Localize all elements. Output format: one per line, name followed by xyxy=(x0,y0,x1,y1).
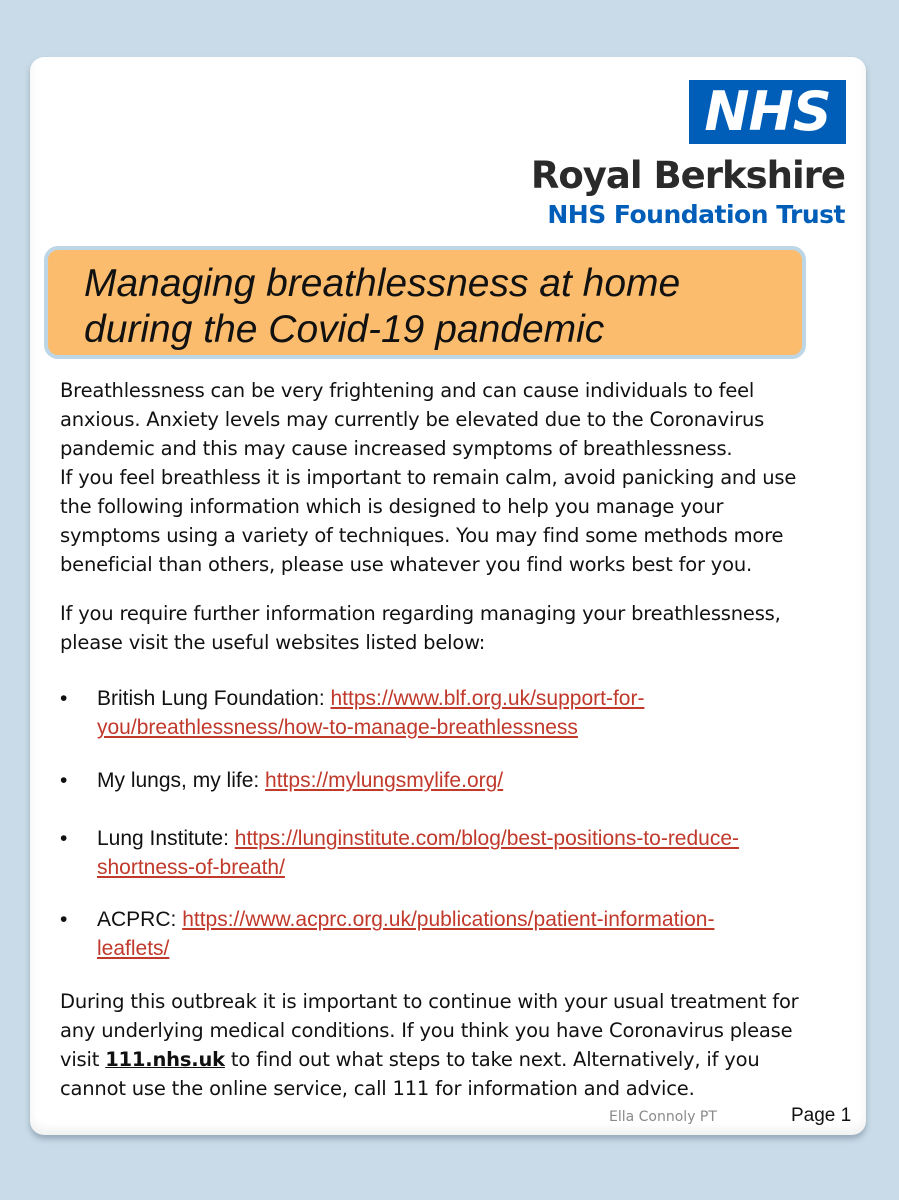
site-label: British Lung Foundation: xyxy=(97,687,331,710)
closing-paragraph xyxy=(60,987,850,1103)
site-link[interactable]: https://www.blf.org.uk/support-for- xyxy=(330,687,645,710)
bullet-icon: • xyxy=(60,908,68,931)
websites-intro-line: please visit the useful websites listed below: xyxy=(60,631,486,654)
intro-line: If you feel breathless it is important to remain calm, avoid panicking and use xyxy=(60,466,797,489)
nhs-logo xyxy=(689,80,846,144)
closing-text: to find out what steps to take next. Alternatively, if you xyxy=(224,1048,760,1071)
title-banner xyxy=(44,246,806,359)
site-link-continued[interactable]: you/breathlessness/how-to-manage-breathlessness xyxy=(97,716,578,739)
site-label: My lungs, my life: xyxy=(97,769,266,792)
site-link[interactable]: https://mylungsmylife.org/ xyxy=(265,769,504,792)
websites-intro xyxy=(60,599,850,657)
intro-paragraph xyxy=(60,376,850,579)
author-credit: Ella Connoly PT xyxy=(609,1109,717,1125)
closing-line: any underlying medical conditions. If you think you have Coronavirus please xyxy=(60,1019,793,1042)
closing-line: During this outbreak it is important to continue with your usual treatment for xyxy=(60,990,799,1013)
bullet-icon: • xyxy=(60,687,68,710)
bullet-icon: • xyxy=(60,827,68,850)
closing-line: cannot use the online service, call 111 for information and advice. xyxy=(60,1077,695,1100)
closing-text: visit xyxy=(60,1048,106,1071)
intro-line: symptoms using a variety of techniques. You may find some methods more xyxy=(60,524,784,547)
intro-line: pandemic and this may cause increased symptoms of breathlessness. xyxy=(60,437,733,460)
intro-line: Breathlessness can be very frightening and can cause individuals to feel xyxy=(60,379,755,402)
websites-intro-line: If you require further information regarding managing your breathlessness, xyxy=(60,602,781,625)
closing-line xyxy=(60,1045,850,1074)
site-label: Lung Institute: xyxy=(97,827,235,850)
title-line-2: during the Covid-19 pandemic xyxy=(84,308,605,351)
nhs111-link[interactable]: 111.nhs.uk xyxy=(105,1048,225,1071)
site-link-continued[interactable]: leaflets/ xyxy=(97,937,170,960)
org-name: Royal Berkshire xyxy=(530,154,845,197)
intro-line: the following information which is designed to help you manage your xyxy=(60,495,724,518)
intro-line: beneficial than others, please use whatever you find works best for you. xyxy=(60,553,753,576)
nhs-logo-text: NHS xyxy=(704,80,831,143)
org-subtitle: NHS Foundation Trust xyxy=(547,200,845,229)
page-title xyxy=(84,261,680,353)
site-link[interactable]: https://www.acprc.org.uk/publications/patient-information- xyxy=(182,908,715,931)
site-label: ACPRC: xyxy=(97,908,183,931)
site-link[interactable]: https://lunginstitute.com/blog/best-positions-to-reduce- xyxy=(234,827,740,850)
intro-line: anxious. Anxiety levels may currently be elevated due to the Coronavirus xyxy=(60,408,765,431)
site-link-continued[interactable]: shortness-of-breath/ xyxy=(97,856,285,879)
title-line-1: Managing breathlessness at home xyxy=(84,262,681,305)
leaflet-page xyxy=(30,57,866,1135)
bullet-icon: • xyxy=(60,769,68,792)
page-number: Page 1 xyxy=(791,1105,852,1126)
